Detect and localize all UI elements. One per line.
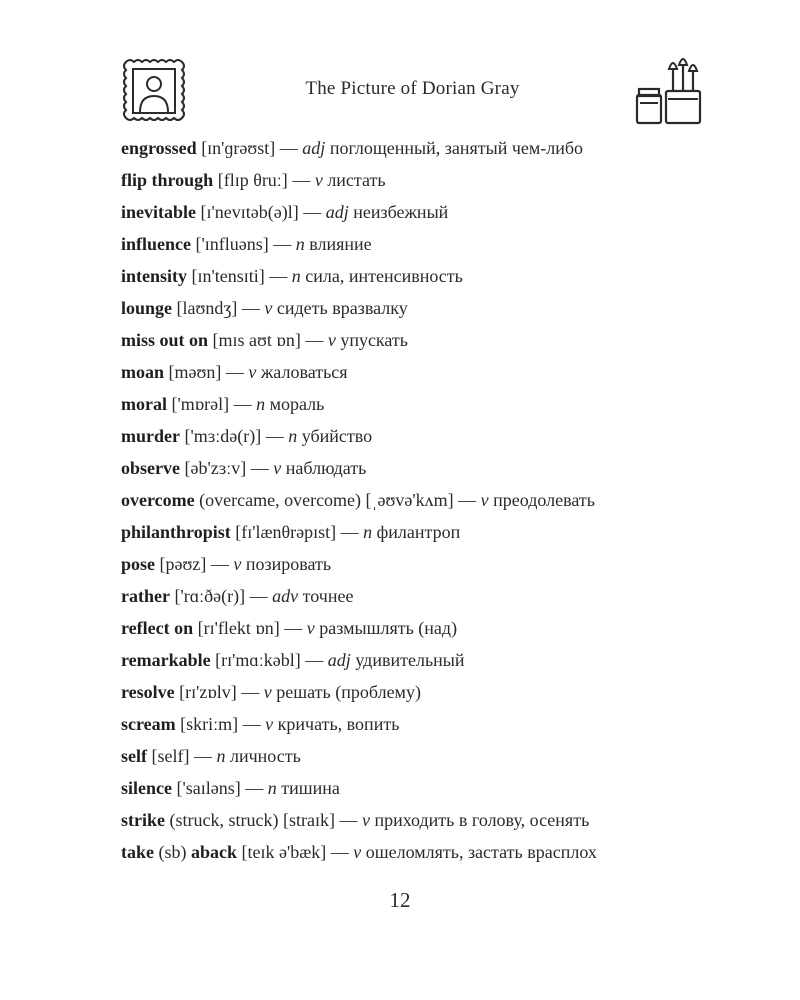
entry-transcription: ['mɒrəl] (171, 394, 230, 414)
entry-dash: — (330, 842, 349, 862)
vocab-entry (121, 772, 721, 804)
entry-part-of-speech: v (263, 682, 272, 702)
entry-transcription: [mɪs aʊt ɒn] (212, 330, 301, 350)
entry-dash: — (241, 298, 260, 318)
entry-part-of-speech: adj (302, 138, 326, 158)
entry-term: philanthropist (121, 522, 231, 542)
entry-term: flip through (121, 170, 214, 190)
entry-transcription: [self] (151, 746, 190, 766)
page-number: 12 (389, 888, 411, 912)
entry-part-of-speech: n (363, 522, 373, 542)
entry-transcription: [laʊndʒ] (176, 298, 238, 318)
entry-translation: мораль (269, 394, 325, 414)
entry-term: moral (121, 394, 167, 414)
entry-translation: личность (229, 746, 301, 766)
entry-term: resolve (121, 682, 175, 702)
entry-part-of-speech: v (273, 458, 282, 478)
framed-portrait-icon (120, 56, 188, 126)
entry-translation: сидеть вразвалку (276, 298, 408, 318)
entry-term: lounge (121, 298, 173, 318)
vocab-entry (121, 196, 721, 228)
vocab-entry (121, 164, 721, 196)
entry-transcription: [skriːm] (180, 714, 239, 734)
entry-translation: точнее (302, 586, 354, 606)
vocab-entry (121, 548, 721, 580)
vocab-entry (121, 228, 721, 260)
entry-translation: удивительный (355, 650, 465, 670)
entry-part-of-speech: n (267, 778, 277, 798)
entry-part-of-speech: v (233, 554, 242, 574)
entry-part-of-speech: adj (325, 202, 349, 222)
vocab-entry (121, 580, 721, 612)
vocab-entry (121, 356, 721, 388)
entry-term: silence (121, 778, 172, 798)
entry-part-of-speech: v (264, 298, 273, 318)
entry-part-of-speech: n (288, 426, 298, 446)
vocab-entry (121, 324, 721, 356)
entry-forms: (overcame, overcome) (199, 490, 362, 510)
vocab-entry (121, 292, 721, 324)
entry-translation: упускать (340, 330, 409, 350)
entry-dash: — (242, 714, 261, 734)
entry-forms: (struck, struck) (169, 810, 279, 830)
entry-part-of-speech: adv (272, 586, 299, 606)
entry-dash: — (305, 650, 324, 670)
vocab-entry (121, 612, 721, 644)
entry-transcription: [ɪ'nevɪtəb(ə)l] (200, 202, 299, 222)
entry-translation: влияние (309, 234, 372, 254)
entry-transcription: [fɪ'lænθrəpɪst] (235, 522, 337, 542)
entry-term: strike (121, 810, 165, 830)
entry-part-of-speech: n (295, 234, 305, 254)
entry-transcription: ['rɑːðə(r)] (174, 586, 246, 606)
entry-transcription: [məʊn] (168, 362, 222, 382)
vocab-entry (121, 740, 721, 772)
entry-term: intensity (121, 266, 188, 286)
entry-translation: жаловаться (260, 362, 348, 382)
entry-part-of-speech: v (314, 170, 323, 190)
page-header (0, 0, 800, 130)
entry-term: miss out on (121, 330, 209, 350)
entry-translation: решать (проблему) (276, 682, 421, 702)
entry-translation: ошеломлять, застать врасплох (365, 842, 597, 862)
entry-part-of-speech: n (291, 266, 301, 286)
entry-dash: — (241, 682, 260, 702)
vocab-entry (121, 708, 721, 740)
entry-translation: размышлять (над) (319, 618, 458, 638)
entry-transcription: [ˌəʊvə'kʌm] (365, 490, 454, 510)
entry-term: rather (121, 586, 170, 606)
vocab-entry (121, 644, 721, 676)
entry-part-of-speech: adj (327, 650, 351, 670)
entry-term: influence (121, 234, 191, 254)
entry-part-of-speech: v (265, 714, 274, 734)
entry-dash: — (292, 170, 311, 190)
entry-transcription: [rɪ'mɑːkəbl] (215, 650, 301, 670)
entry-part-of-speech: v (361, 810, 370, 830)
vocab-entry (121, 676, 721, 708)
entry-transcription: [teɪk ə'bæk] (241, 842, 327, 862)
entry-dash: — (269, 266, 288, 286)
entry-term: take (121, 842, 154, 862)
entry-part-of-speech: v (306, 618, 315, 638)
entry-translation: позировать (245, 554, 332, 574)
vocab-entry (121, 260, 721, 292)
entry-dash: — (273, 234, 292, 254)
entry-term: moan (121, 362, 165, 382)
entry-part-of-speech: v (327, 330, 336, 350)
entry-translation: поглощенный, занятый чем-либо (329, 138, 584, 158)
entry-term: inevitable (121, 202, 196, 222)
entry-transcription: ['mɜːdə(r)] (184, 426, 262, 446)
entry-term: self (121, 746, 147, 766)
vocab-entry (121, 388, 721, 420)
entry-dash: — (340, 522, 359, 542)
entry-transcription: [pəʊz] (159, 554, 207, 574)
entry-transcription: [ɪn'tensɪti] (191, 266, 265, 286)
entry-part-of-speech: n (216, 746, 226, 766)
entry-part-of-speech: v (353, 842, 362, 862)
entry-transcription: [rɪ'zɒlv] (179, 682, 237, 702)
entry-transcription: [straɪk] (282, 810, 335, 830)
entry-term: overcome (121, 490, 195, 510)
entry-forms: (sb) (158, 842, 187, 862)
entry-term: reflect on (121, 618, 194, 638)
entry-dash: — (210, 554, 229, 574)
vocabulary-list (121, 132, 721, 868)
entry-dash: — (225, 362, 244, 382)
entry-dash: — (245, 778, 264, 798)
entry-dash: — (339, 810, 358, 830)
entry-translation: убийство (301, 426, 373, 446)
entry-dash: — (250, 458, 269, 478)
entry-dash: — (303, 202, 322, 222)
entry-translation: преодолевать (493, 490, 595, 510)
entry-part-of-speech: n (256, 394, 266, 414)
entry-translation: сила, интенсивность (305, 266, 463, 286)
entry-transcription: [flɪp θruː] (217, 170, 288, 190)
entry-term: remarkable (121, 650, 211, 670)
entry-translation: наблюдать (285, 458, 367, 478)
entry-dash: — (458, 490, 477, 510)
vocab-entry (121, 452, 721, 484)
entry-term: observe (121, 458, 180, 478)
entry-dash: — (305, 330, 324, 350)
entry-transcription: ['saɪləns] (176, 778, 241, 798)
entry-transcription: [ɪn'ɡrəʊst] (201, 138, 276, 158)
entry-part-of-speech: v (480, 490, 489, 510)
entry-dash: — (279, 138, 298, 158)
entry-dash: — (249, 586, 268, 606)
entry-transcription: ['ɪnfluəns] (195, 234, 269, 254)
entry-dash: — (265, 426, 284, 446)
entry-transcription: [əb'zɜːv] (184, 458, 247, 478)
vocab-entry (121, 516, 721, 548)
entry-translation: кричать, вопить (277, 714, 400, 734)
entry-translation: филантроп (376, 522, 461, 542)
entry-translation: приходить в голову, осенять (374, 810, 590, 830)
entry-translation: тишина (281, 778, 340, 798)
entry-term: pose (121, 554, 156, 574)
entry-term: engrossed (121, 138, 197, 158)
entry-term: murder (121, 426, 180, 446)
running-title: The Picture of Dorian Gray (305, 78, 520, 99)
vocab-entry (121, 804, 721, 836)
entry-term: scream (121, 714, 176, 734)
entry-translation: листать (327, 170, 386, 190)
vocab-entry (121, 836, 721, 868)
entry-dash: — (193, 746, 212, 766)
entry-transcription: [rɪ'flekt ɒn] (197, 618, 280, 638)
paint-jar-brushes-icon (632, 55, 704, 127)
vocab-entry (121, 132, 721, 164)
entry-dash: — (284, 618, 303, 638)
entry-term-continued: aback (191, 842, 238, 862)
vocab-entry (121, 420, 721, 452)
entry-dash: — (233, 394, 252, 414)
entry-translation: неизбежный (353, 202, 449, 222)
vocab-entry (121, 484, 721, 516)
entry-part-of-speech: v (248, 362, 257, 382)
